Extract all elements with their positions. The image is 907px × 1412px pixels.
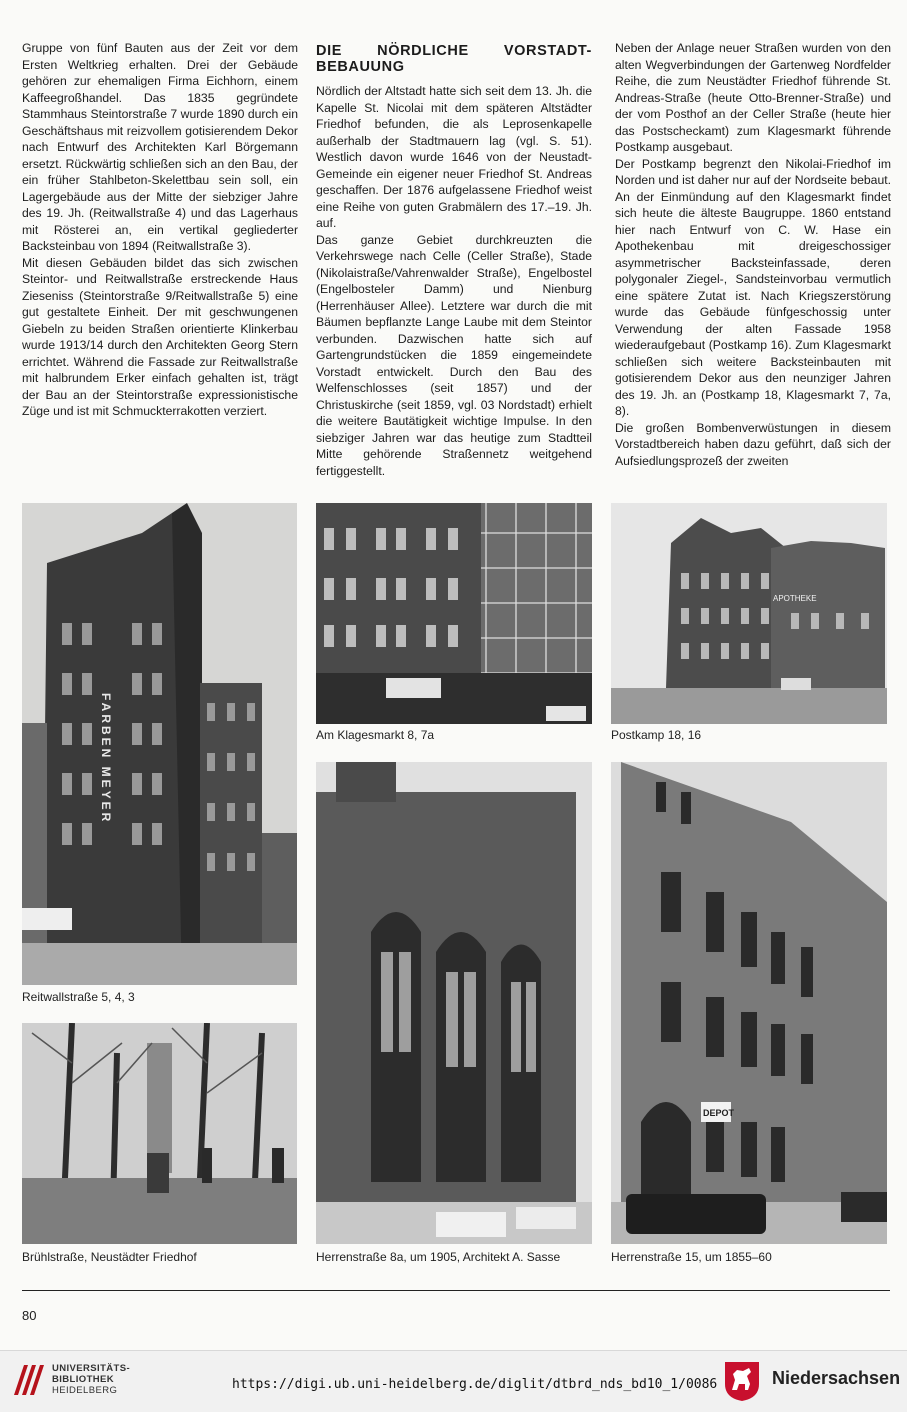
text-column-3 xyxy=(615,40,891,469)
footer-rule xyxy=(22,1290,890,1291)
library-name[interactable] xyxy=(52,1363,130,1396)
farben-meyer-sign: FARBEN MEYER xyxy=(99,693,113,825)
paragraph: Das ganze Gebiet durchkreuzten die Verkehrswege nach Celle (Celler Straße), Stade (Nikolaistraße/Vahrenwalder Straße), Engelbostel (Engelbosteler Damm) und Nienburg (Herrenhäuser Allee). Letztere war durch die mit Bäumen bepflanzte Lange Laube mit dem Steintor verbunden. Dazwischen hatte sich auf Gartengrundstücken die 1859 eingemeindete Vorstadt entwickelt. Durch den Bau des Welfenschlosses (seit 1857) und der Christuskirche (seit 1859, vgl. 03 Nordstadt) erhielt die weitere Bautätigkeit wichtige Impulse. In den siebziger Jahren war das heutige zum Stadtteil Mitte gehörende Straßennetz weitgehend fertiggestellt. xyxy=(316,232,592,478)
depot-sign: DEPOT xyxy=(703,1108,735,1118)
photo-reitwallstrasse xyxy=(22,503,297,985)
photo-postkamp xyxy=(611,503,887,724)
photo-herrenstrasse-8a xyxy=(316,762,592,1244)
caption-postkamp: Postkamp 18, 16 xyxy=(611,728,702,742)
section-heading: DIE NÖRDLICHE VORSTADT-BEBAUUNG xyxy=(316,43,592,75)
photo-herrenstrasse-15 xyxy=(611,762,887,1244)
paragraph: Der Postkamp begrenzt den Nikolai-Friedhof im Norden und ist daher nur auf der Nordseite bebaut. An der Einmündung auf den Klagesmarkt findet sich heute die älteste Baugruppe. 1860 entstand hier nach Entwurf von C. W. Hase ein Apothekenbau mit dreigeschossiger asymmetrischer Backsteinfassade, deren polygonaler Ziegel-, Sandsteinvorbau vermutlich eine spätere Zutat ist. Nach Kriegszerstörung wurde das Gebäude fünfgeschossig unter Verwendung der alten Fassade 1958 wiederaufgebaut (Postkamp 16). Zum Klagesmarkt schließen sich weitere Backsteinbauten mit gotisierendem Dekor aus den neunziger Jahren des 19. Jh. an (Postkamp 18, Klagesmarkt 7, 7a, 8). xyxy=(615,156,891,418)
apotheke-sign: APOTHEKE xyxy=(773,594,817,603)
paragraph: Gruppe von fünf Bauten aus der Zeit vor dem Ersten Weltkrieg erhalten. Drei der Gebäude gehören zur ehemaligen Firma Eichhorn, einem Kaffeegroßhandel. Das 1835 gegründete Stammhaus Steintorstraße 7 wurde 1890 durch ein Geschäftshaus mit reizvollem gotisierendem Dekor nach Entwurf des Architekten Karl Börgemann ersetzt. Rückwärtig schließen sich an den Bau, der ein früher Stahlbeton-Skelettbau sein soll, ein Lagergebäude aus der Mitte der siebziger Jahre des 19. Jh. (Reitwallstraße 4) und das Lagerhaus mit Rösterei an, ein vertikal gegliederter Backsteinbau von 1894 (Reitwallstraße 3). xyxy=(22,41,298,253)
library-line-2: BIBLIOTHEK xyxy=(52,1374,115,1385)
heidelberg-library-logo-icon[interactable] xyxy=(10,1361,48,1399)
text-column-1 xyxy=(22,40,298,420)
document-url[interactable]: https://digi.ub.uni-heidelberg.de/diglit/dtbrd_nds_bd10_1/0086 xyxy=(232,1377,718,1392)
paragraph: Die großen Bombenverwüstungen in diesem Vorstadtbereich haben dazu geführt, daß sich der Aufsiedlungsprozeß der zweiten xyxy=(615,420,891,468)
page-number: 80 xyxy=(22,1308,37,1323)
niedersachsen-horse-icon[interactable] xyxy=(723,1360,761,1402)
library-line-3: HEIDELBERG xyxy=(52,1385,118,1396)
caption-reitwallstrasse: Reitwallstraße 5, 4, 3 xyxy=(22,990,135,1004)
library-line-1: UNIVERSITÄTS- xyxy=(52,1363,131,1374)
photo-bruehlstrasse xyxy=(22,1023,297,1244)
photo-klagesmarkt xyxy=(316,503,592,724)
caption-klagesmarkt: Am Klagesmarkt 8, 7a xyxy=(316,728,435,742)
text-column-2 xyxy=(316,40,592,479)
caption-bruehlstrasse: Brühlstraße, Neustädter Friedhof xyxy=(22,1250,197,1264)
paragraph: Mit diesen Gebäuden bildet das sich zwischen Steintor- und Reitwallstraße erstreckende Haus Zieseniss (Steintorstraße 9/Reitwallstraße 5) eine gut gestaltete Einheit. Der mit geschwungenen Giebeln zu beiden Straßen orientierte Klinkerbau wurde 1913/14 durch den Architekten Georg Stern errichtet. Während die Fassade zur Reitwallstraße mit halbrundem Erker einfach gehalten ist, trägt der Bau an der Steintorstraße expressionistische Züge und ist mit Schmuckterrakotten verziert. xyxy=(22,255,298,418)
viewer-footer xyxy=(0,1350,907,1412)
caption-herrenstrasse-8a: Herrenstraße 8a, um 1905, Architekt A. Sasse xyxy=(316,1250,561,1264)
paragraph: Nördlich der Altstadt hatte sich seit dem 13. Jh. die Kapelle St. Nicolai mit dem späteren Altstädter Friedhof befunden, die als Leprosenkapelle außerhalb der Stadtmauern lag (vgl. S. 51). Westlich davon wurde 1646 von der Neustadt-Gemeinde ein eigener neuer Friedhof St. Andreas geschaffen. Der 1876 aufgelassene Friedhof weist eine Reihe von guten Grabmälern des 17.–19. Jh. auf. xyxy=(316,84,592,230)
caption-herrenstrasse-15: Herrenstraße 15, um 1855–60 xyxy=(611,1250,772,1264)
paragraph: Neben der Anlage neuer Straßen wurden von den alten Wegverbindungen der Gartenweg Nordfelder Reihe, die zum Neustädter Friedhof führende St. Andreas-Straße (heute Otto-Brenner-Straße) und der vom Posthof an der Celler Straße (heute hier das Postscheckamt) zum Klagesmarkt führende Postkamp ausgebaut. xyxy=(615,41,891,154)
state-name[interactable]: Niedersachsen xyxy=(772,1368,901,1388)
